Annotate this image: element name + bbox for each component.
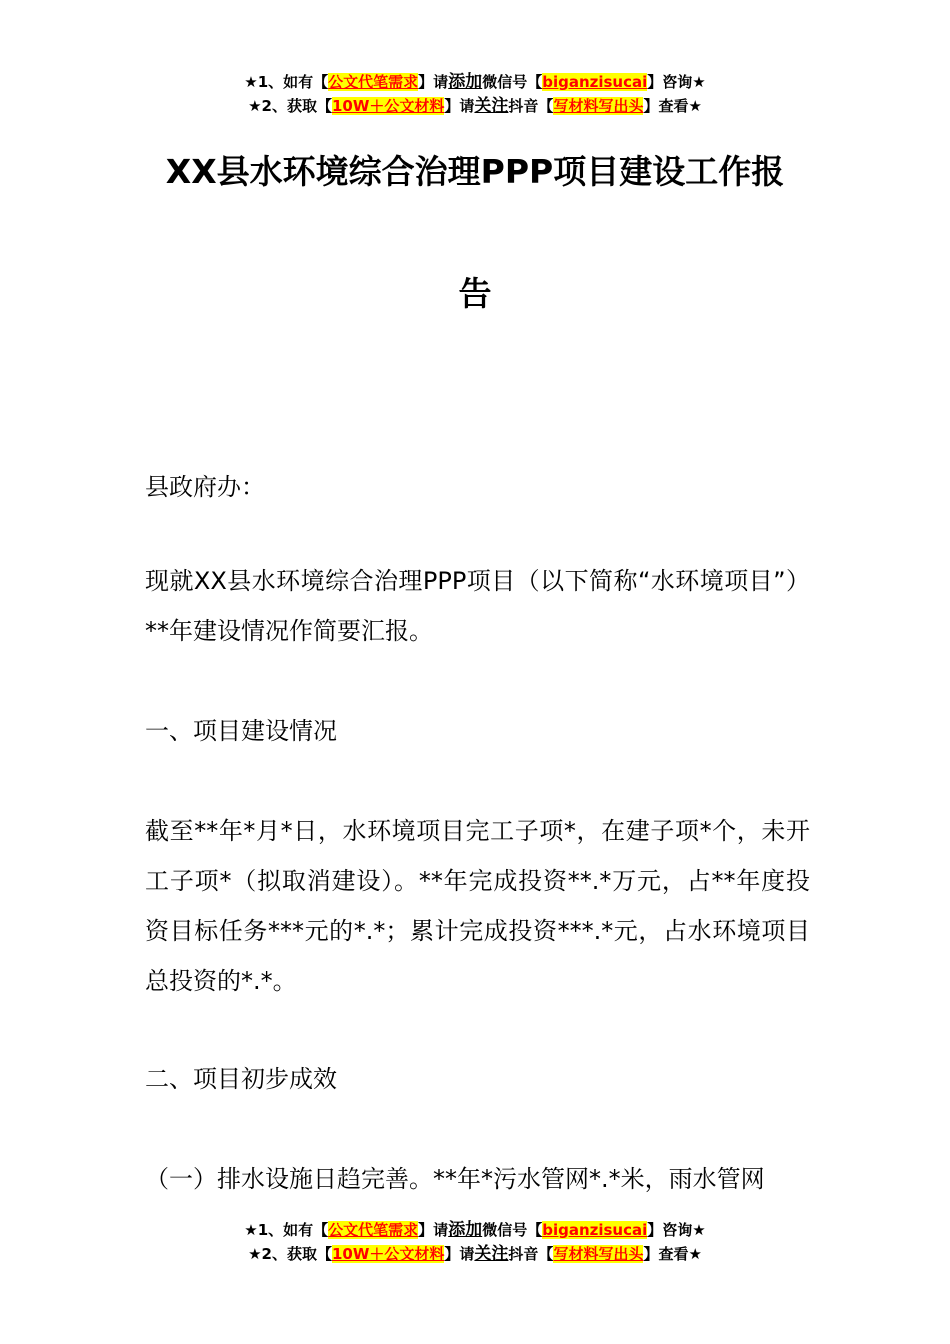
promo-highlight: biganzisucai [542,73,648,91]
promo-header [0,70,950,118]
promo-text: 】查看★ [643,1245,702,1263]
promo-underline: 添加 [448,72,483,92]
intro-paragraph: 现就XX县水环境综合治理PPP项目（以下简称“水环境项目”）**年建设情况作简要汇报。 [145,567,810,645]
promo-text: 】咨询★ [647,73,706,91]
promo-text: 】咨询★ [647,1221,706,1239]
promo-text: ★1、如有【 [244,73,329,91]
promo-text: ★1、如有【 [244,1221,329,1239]
promo-text: 微信号【 [482,1221,543,1239]
promo-line-2 [0,94,950,118]
promo-line-1 [0,1218,950,1242]
document-title-line-1: XX县水环境综合治理PPP项目建设工作报 [165,152,785,191]
promo-highlight: 公文代笔需求 [328,73,419,91]
promo-text: 】请 [418,73,449,91]
promo-text: ★2、获取【 [248,97,332,115]
document-title-line-2: 告 [458,274,492,313]
promo-text: 】请 [444,97,475,115]
promo-line-2 [0,1242,950,1266]
promo-line-1 [0,70,950,94]
promo-highlight: 公文代笔需求 [328,1221,419,1239]
promo-text: 微信号【 [482,73,543,91]
section-heading-2: 二、项目初步成效 [145,1065,337,1093]
promo-underline: 关注 [474,96,509,116]
promo-footer [0,1218,950,1266]
promo-text: 抖音【 [508,97,554,115]
promo-underline: 关注 [474,1244,509,1264]
section-paragraph-1: 截至**年*月*日，水环境项目完工子项*，在建子项*个，未开工子项*（拟取消建设）。**年完成投资**.*万元，占**年度投资目标任务***元的*.*；累计完成投资***.*元，占水环境项目总投资的*.*。 [145,817,810,995]
promo-text: 】请 [444,1245,475,1263]
promo-highlight: biganzisucai [542,1221,648,1239]
promo-highlight: 写材料写出头 [553,1245,644,1263]
promo-highlight: 10W＋公文材料 [331,1245,445,1263]
promo-text: 】查看★ [643,97,702,115]
promo-text: 抖音【 [508,1245,554,1263]
section-paragraph-2: （一）排水设施日趋完善。**年*污水管网*.*米，雨水管网 [145,1165,765,1193]
promo-text: ★2、获取【 [248,1245,332,1263]
promo-highlight: 写材料写出头 [553,97,644,115]
promo-text: 】请 [418,1221,449,1239]
section-heading-1: 一、项目建设情况 [145,717,337,745]
promo-highlight: 10W＋公文材料 [331,97,445,115]
salutation: 县政府办： [145,473,265,501]
promo-underline: 添加 [448,1220,483,1240]
